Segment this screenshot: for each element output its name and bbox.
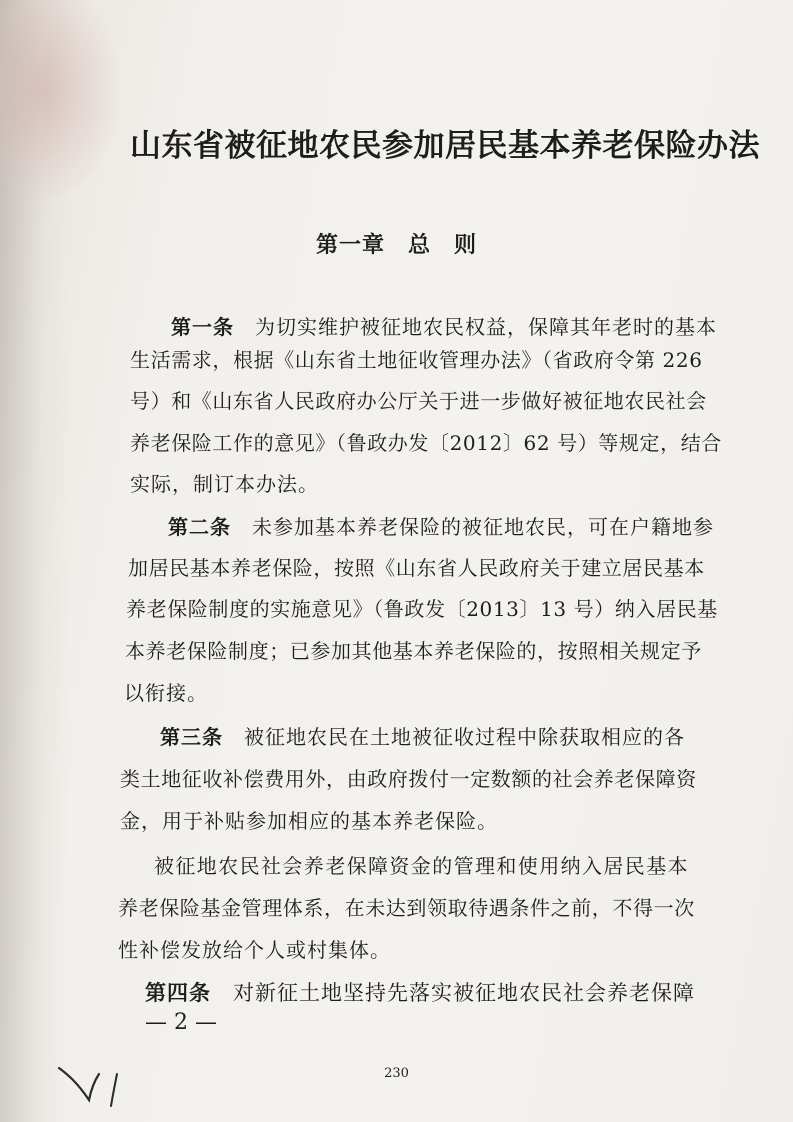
page-number: — 2 — <box>145 1010 217 1035</box>
article-1-line-2: 生活需求，根据《山东省土地征收管理办法》（省政府令第 226 <box>130 348 703 372</box>
article-3-line-2: 类土地征收补偿费用外，由政府拨付一定数额的社会养老保障资 <box>120 767 697 791</box>
article-4-lead: 第四条 <box>145 980 211 1005</box>
archive-number: 230 <box>384 1066 409 1081</box>
article-1-line-3: 号）和《山东省人民政府办公厅关于进一步做好被征地农民社会 <box>130 389 707 413</box>
paragraph-line-1: 被征地农民社会养老保障资金的管理和使用纳入居民基本 <box>154 854 689 878</box>
article-4-line-1: 第四条 对新征土地坚持先落实被征地农民社会养老保障 <box>145 980 695 1005</box>
article-3-line-1: 第三条 被征地农民在土地被征收过程中除获取相应的各 <box>160 725 685 749</box>
paragraph-line-2: 养老保险基金管理体系，在未达到领取待遇条件之前，不得一次 <box>118 896 695 920</box>
article-2-line-2: 加居民基本养老保险，按照《山东省人民政府关于建立居民基本 <box>128 556 705 580</box>
article-2-lead: 第二条 <box>168 515 231 539</box>
article-2-line-1: 第二条 未参加基本养老保险的被征地农民，可在户籍地参 <box>168 515 714 539</box>
article-2-line-3: 养老保险制度的实施意见》（鲁政发〔2013〕13 号）纳入居民基 <box>126 597 718 621</box>
article-2-line-5: 以衔接。 <box>124 681 208 705</box>
article-1-line-5: 实际，制订本办法。 <box>130 472 319 496</box>
pencil-mark <box>55 1060 145 1110</box>
article-2-line-4: 本养老保险制度；已参加其他基本养老保险的，按照相关规定予 <box>125 639 702 663</box>
article-1-line-4: 养老保险工作的意见》（鲁政办发〔2012〕62 号）等规定，结合 <box>130 431 722 455</box>
article-3-line-3: 金，用于补贴参加相应的基本养老保险。 <box>120 809 498 833</box>
article-1-lead: 第一条 <box>171 315 234 339</box>
article-1-line-1: 第一条 为切实维护被征地农民权益，保障其年老时的基本 <box>171 315 717 339</box>
document-title: 山东省被征地农民参加居民基本养老保险办法 <box>130 128 760 164</box>
finger-blur <box>0 0 120 200</box>
article-3-lead: 第三条 <box>160 725 223 749</box>
paragraph-line-3: 性补偿发放给个人或村集体。 <box>118 938 391 962</box>
chapter-heading: 第一章 总 则 <box>315 232 477 258</box>
